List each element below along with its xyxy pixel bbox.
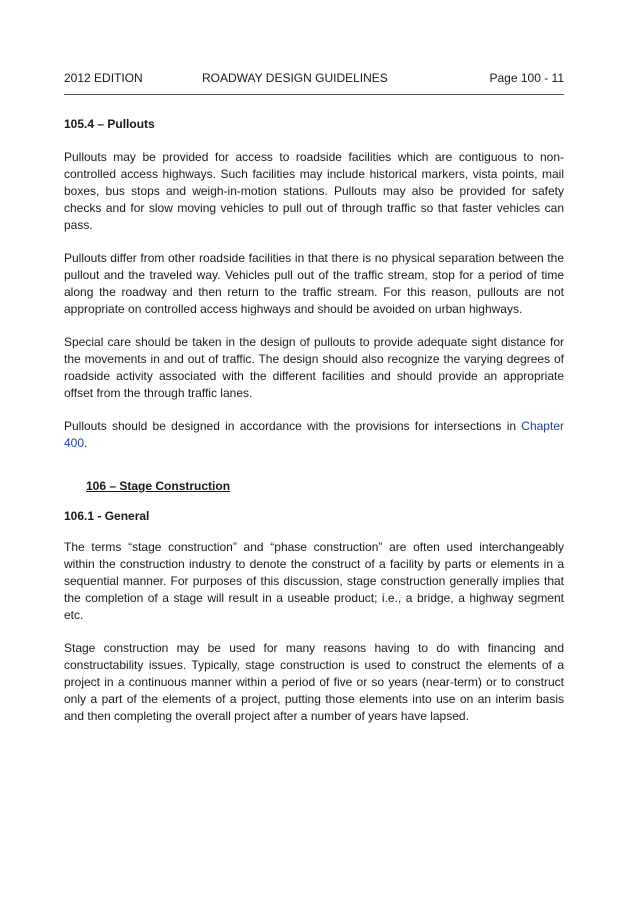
chapter-400-link[interactable]: Chapter 400: [64, 419, 564, 450]
header-page-number: Page 100 - 11: [489, 71, 564, 85]
paragraph-pullouts-4-text: Pullouts should be designed in accordance with the provisions for intersections in: [64, 419, 517, 433]
heading-106: 106 – Stage Construction: [86, 479, 231, 493]
paragraph-pullouts-4: [64, 418, 564, 452]
paragraph-pullouts-3: Special care should be taken in the design of pullouts to provide adequate sight distance for the movements in and out of traffic. The design should also recognize the varying degrees of roadside activity associated with the different facilities and should provide an appropriate offset from the through traffic lanes.: [64, 335, 564, 400]
header-rule: [64, 94, 564, 95]
page-header: [64, 70, 564, 86]
heading-106-1: 106.1 - General: [64, 509, 150, 523]
header-title: ROADWAY DESIGN GUIDELINES: [202, 71, 388, 85]
paragraph-pullouts-2: Pullouts differ from other roadside facilities in that there is no physical separation between the pullout and the traveled way. Vehicles pull out of the traffic stream, stop for a period of time along the roadway and then return to the traffic stream. For this reason, pullouts are not appropriate on controlled access highways and should be avoided on urban highways.: [64, 251, 564, 316]
heading-105-4: 105.4 – Pullouts: [64, 117, 155, 131]
document-page: [64, 70, 564, 725]
header-edition: 2012 EDITION: [64, 71, 143, 85]
paragraph-stage-2: Stage construction may be used for many reasons having to do with financing and constructability issues. Typically, stage construction is used to construct the elements of a project in a continuous manner within a period of five or so years (near-term) or to construct only a part of the elements of a project, putting those elements into use on an interim basis and then completing the overall project after a number of years have lapsed.: [64, 641, 564, 723]
paragraph-stage-1: The terms “stage construction” and “phase construction” are often used interchangeably within the construction industry to denote the construct of a facility by parts or elements in a sequential manner. For purposes of this discussion, stage construction generally implies that the completion of a stage will result in a useable product; i.e., a bridge, a highway segment etc.: [64, 540, 564, 622]
paragraph-pullouts-1: Pullouts may be provided for access to roadside facilities which are contiguous to non-controlled access highways. Such facilities may include historical markers, vista points, mail boxes, bus stops and weigh-in-motion stations. Pullouts may also be provided for safety checks and for slow moving vehicles to pull out of through traffic so that faster vehicles can pass.: [64, 150, 564, 232]
paragraph-pullouts-4-end: .: [84, 436, 88, 450]
